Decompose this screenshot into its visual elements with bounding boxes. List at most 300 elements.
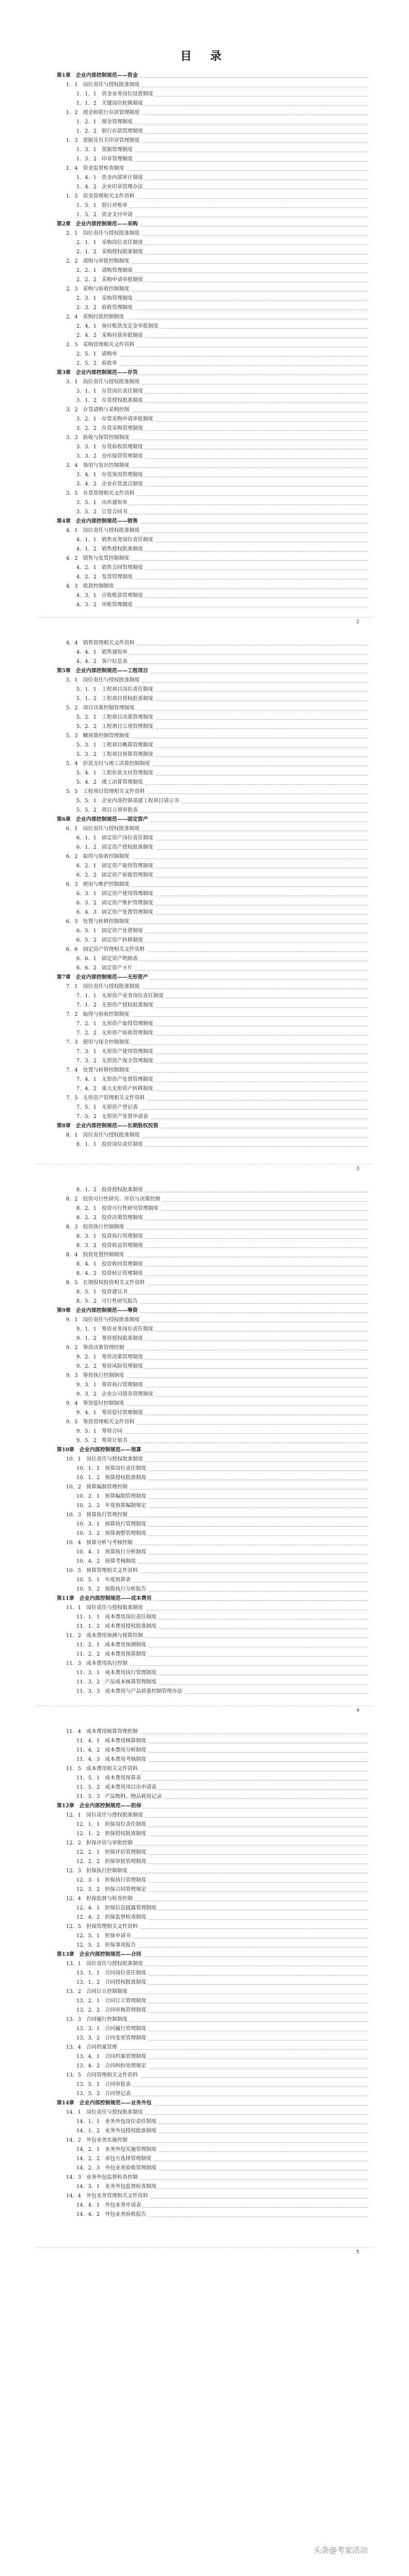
toc-text: 8．2 投资可行性研究、评估与决策控制 — [66, 1196, 162, 1202]
toc-text: 6．6．2 固定资产卡片 — [76, 965, 135, 971]
toc-entry — [76, 1970, 368, 1977]
toc-text: 3．1．2 存货授权批准制度 — [76, 398, 145, 403]
leader-dots — [76, 356, 368, 357]
toc-entry — [66, 1196, 368, 1203]
toc-entry — [66, 705, 368, 712]
toc-chapter — [57, 668, 368, 675]
toc-text: 12．2．2 担保审批管理制度 — [76, 1859, 148, 1865]
toc-entry — [66, 1812, 368, 1819]
toc-entry — [76, 1261, 368, 1268]
toc-entry — [66, 2044, 368, 2051]
toc-text: 1．4 资金监督检查制度 — [66, 166, 126, 171]
toc-text: 10．4 预算分析与考核控制 — [66, 1540, 135, 1546]
toc-text: 3．3．1 存货验收管理制度 — [76, 444, 145, 450]
toc-entry — [66, 137, 368, 144]
toc-text: 2．3．1 采购管理制度 — [76, 296, 135, 301]
toc-entry — [66, 2193, 368, 2200]
toc-text: 14．1 岗位责任与授权批准制度 — [66, 2110, 145, 2115]
toc-text: 13．3 合同履行控制制度 — [66, 2017, 129, 2022]
toc-entry — [76, 1382, 368, 1389]
toc-entry — [66, 1095, 368, 1102]
toc-text: 14．1．2 业务外包授权批准制度 — [76, 2128, 158, 2134]
toc-text: 13．4．1 合同档案管理制度 — [76, 2054, 148, 2060]
toc-entry — [66, 1132, 368, 1139]
toc-text: 3．4．1 存货领用管理制度 — [76, 472, 145, 478]
toc-entry — [76, 2091, 368, 2098]
toc-text: 11．4 成本费用核算管理控制 — [66, 1729, 140, 1735]
watermark: 头条@考家活动 — [313, 2546, 368, 2555]
toc-text: 5．1 岗位责任与授权批准制度 — [66, 677, 142, 683]
toc-entry — [66, 1344, 368, 1352]
toc-text: 11．5 成本费用相关文件资料 — [66, 1766, 140, 1772]
toc-entry — [76, 499, 368, 507]
toc-text: 14．4．2 外包业务验收报告 — [76, 2212, 148, 2217]
toc-text: 11．3．3 成本费用与产品质量控制管理办法 — [76, 1689, 184, 1694]
toc-entry — [66, 490, 368, 497]
toc-entry — [76, 1141, 368, 1148]
toc-text: 第7章 企业内部控制规范——无形资产 — [57, 975, 150, 980]
toc-text: 13．3．2 合同变更管理制度 — [76, 2035, 148, 2041]
toc-text: 10．5．1 年度预算表 — [76, 1577, 133, 1583]
toc-text: 3．5 存货管理相关文件资料 — [66, 491, 137, 496]
toc-entry — [76, 267, 368, 274]
toc-text: 2．5 采购管理相关文件资料 — [66, 342, 137, 348]
toc-text: 13．5．2 合同登记表 — [76, 2091, 133, 2097]
toc-entry — [66, 82, 368, 89]
toc-entry — [76, 425, 368, 432]
toc-entry — [76, 1849, 368, 1856]
toc-text: 5．4．2 竣工决算管理制度 — [76, 780, 145, 785]
toc-entry — [76, 2053, 368, 2061]
toc-entry — [66, 1011, 368, 1018]
toc-entry — [66, 946, 368, 953]
toc-entry — [76, 602, 368, 609]
toc-entry — [76, 156, 368, 163]
toc-text: 8．3．2 投资收益管理制度 — [76, 1243, 145, 1249]
toc-entry — [76, 723, 368, 731]
toc-text: 6．5．1 固定资产处置制度 — [76, 928, 145, 934]
toc-text: 13．2 合同订立控制制度 — [66, 1989, 129, 1995]
toc-entry — [76, 1821, 368, 1828]
toc-entry — [76, 863, 368, 870]
toc-entry — [76, 1679, 368, 1686]
toc-entry — [76, 444, 368, 451]
toc-chapter — [57, 1123, 368, 1130]
toc-text: 4．1．2 销售授权批准制度 — [76, 546, 145, 552]
toc-text: 第4章 企业内部控制规范——销售 — [57, 519, 140, 524]
toc-text: 6．4．3 固定资产处置管理制度 — [76, 910, 155, 915]
toc-entry — [76, 1747, 368, 1754]
toc-entry — [76, 574, 368, 581]
toc-entry — [66, 1400, 368, 1407]
toc-entry — [76, 147, 368, 154]
toc-entry — [76, 2007, 368, 2014]
toc-text: 11．2．1 成本费用预测制度 — [76, 1642, 148, 1648]
toc-entry — [66, 1484, 368, 1491]
page-divider — [36, 617, 373, 618]
toc-entry — [76, 2156, 368, 2163]
toc-text: 7．2．2 无形资产验收管理制度 — [76, 1030, 155, 1036]
toc-text: 10．5．2 预算执行分析报告 — [76, 1586, 148, 1592]
toc-text: 8．1 岗位责任与授权批准制度 — [66, 1132, 142, 1138]
toc-text: 13．4．2 合同纠纷处理规定 — [76, 2063, 148, 2069]
toc-text: 12．1 岗位责任与授权批准制度 — [66, 1812, 145, 1818]
toc-text: 第5章 企业内部控制规范——工程项目 — [57, 668, 150, 674]
toc-entry — [66, 1765, 368, 1773]
toc-entry — [76, 174, 368, 182]
toc-entry — [66, 853, 368, 861]
toc-entry — [76, 649, 368, 656]
toc-text: 3．2 存货请购与采购控制 — [66, 407, 132, 413]
toc-entry — [66, 1372, 368, 1380]
toc-text: 6．3．1 固定资产使用管理制度 — [76, 891, 155, 897]
toc-text: 1．2．1 现金管理制度 — [76, 119, 135, 125]
toc-entry — [66, 983, 368, 991]
toc-entry — [76, 770, 368, 777]
toc-text: 3．2．1 存货采购申请审批制度 — [76, 416, 155, 422]
toc-text: 13．1 岗位责任与授权批准制度 — [66, 1961, 145, 1967]
toc-entry — [76, 1242, 368, 1250]
toc-text: 1．1．2 关键岗位轮换制度 — [76, 101, 145, 106]
toc-entry — [76, 686, 368, 693]
toc-text: 4．1 岗位责任与授权批准制度 — [66, 528, 142, 533]
toc-entry — [66, 1840, 368, 1847]
toc-text: 10．1 岗位责任与授权批准制度 — [66, 1456, 145, 1462]
toc-text: 6．2．1 固定资产取得管理制度 — [76, 863, 155, 869]
toc-text: 7．2 取得与验收控制制度 — [66, 1012, 132, 1017]
toc-entry — [76, 1793, 368, 1801]
toc-text: 11．5．2 成本费用项目出申请表 — [76, 1785, 158, 1790]
toc-entry — [76, 798, 368, 805]
toc-entry — [76, 472, 368, 479]
toc-entry — [66, 1868, 368, 1875]
toc-entry — [76, 1289, 368, 1296]
toc-text: 6．2 取得与验收控制制度 — [66, 854, 132, 860]
toc-text: 2．3．2 验收管理制度 — [76, 305, 135, 311]
toc-text: 2．4．2 采购付款审批制度 — [76, 333, 145, 338]
toc-text: 5．5．2 项目立项审批表 — [76, 807, 140, 813]
toc-text: 12．2．1 担保评估管理制度 — [76, 1850, 148, 1855]
toc-text: 3．1．1 存货岗位责任制度 — [76, 388, 145, 394]
toc-entry — [66, 462, 368, 469]
toc-entry — [76, 351, 368, 358]
toc-text: 12．4 担保监督与检查控制 — [66, 1896, 135, 1902]
toc-text: 14．3 业务外包监督检查控制 — [66, 2175, 140, 2180]
toc-text: 7．4 处置与转移控制制度 — [66, 1067, 132, 1073]
toc-entry — [76, 1586, 368, 1593]
toc-text: 3．4．2 企业存货盘点制度 — [76, 481, 145, 487]
toc-entry — [76, 1651, 368, 1658]
toc-text: 8．5．1 投资建议书 — [76, 1289, 129, 1295]
toc-entry — [76, 2202, 368, 2209]
toc-text: 4．2．2 发货管理制度 — [76, 574, 135, 580]
toc-entry — [76, 1502, 368, 1510]
toc-entry — [76, 1942, 368, 1949]
toc-text: 4．2．1 销售合同管理制度 — [76, 565, 145, 571]
toc-entry — [66, 1728, 368, 1736]
toc-entry — [76, 304, 368, 312]
page-number: 5 — [356, 2249, 359, 2255]
toc-text: 14．4．1 外包业务申请表 — [76, 2202, 143, 2208]
toc-text: 9．1 岗位责任与授权批准制度 — [66, 1317, 142, 1323]
toc-entry — [76, 546, 368, 553]
toc-text: 6．1．2 固定资产授权批准制度 — [76, 845, 155, 850]
toc-chapter — [57, 1447, 368, 1454]
toc-entry — [66, 165, 368, 172]
toc-text: 6．3 使用与维护控制制度 — [66, 882, 132, 887]
toc-text: 9．1．2 筹资授权批准制度 — [76, 1336, 145, 1341]
toc-chapter — [57, 1307, 368, 1315]
toc-entry — [76, 91, 368, 98]
toc-entry — [76, 249, 368, 256]
toc-entry — [76, 1475, 368, 1482]
toc-text: 1．3．1 票据管理制度 — [76, 147, 135, 153]
toc-entry — [66, 379, 368, 386]
toc-text: 5．4．1 工程价款支付管理制度 — [76, 770, 155, 776]
toc-text: 7．1．1 无形资产业务岗位责任制度 — [76, 993, 166, 999]
toc-entry — [76, 332, 368, 339]
toc-chapter — [57, 72, 368, 79]
toc-entry — [76, 2063, 368, 2070]
toc-entry — [66, 1512, 368, 1519]
toc-entry — [76, 2128, 368, 2135]
toc-entry — [76, 1020, 368, 1028]
toc-text: 6．5．2 固定资产转移制度 — [76, 937, 145, 943]
toc-entry — [76, 1914, 368, 1921]
toc-entry — [66, 2137, 368, 2144]
toc-text: 9．3．2 企业公司债券管理制度 — [76, 1391, 155, 1397]
toc-text: 第12章 企业内部控制规范——担保 — [57, 1803, 143, 1809]
toc-text: 4．1．1 销售业务岗位责任制度 — [76, 537, 155, 543]
toc-entry — [66, 555, 368, 562]
toc-text: 8．5．2 可行性研究报告 — [76, 1299, 140, 1304]
toc-text: 12．1．2 担保授权批准制度 — [76, 1831, 148, 1837]
toc-text: 8．3 投资执行控制制度 — [66, 1224, 126, 1230]
toc-entry — [76, 835, 368, 842]
toc-entry — [76, 184, 368, 191]
toc-entry — [76, 993, 368, 1000]
toc-text: 5．5 工程项目管理相关文件资料 — [66, 789, 147, 795]
toc-text: 8．1．1 投资岗位责任制度 — [76, 1142, 145, 1147]
toc-text: 第1章 企业内部控制规范——资金 — [57, 73, 140, 78]
toc-text: 9．2．1 筹资决策管理制度 — [76, 1354, 145, 1360]
toc-text: 11．1．2 成本费用授权批准制度 — [76, 1624, 158, 1629]
page-number: 4 — [356, 1708, 359, 1713]
toc-entry — [76, 1205, 368, 1212]
toc-text: 第14章 企业内部控制规范——业务外包 — [57, 2100, 154, 2106]
toc-text: 7．2．1 无形资产取得管理制度 — [76, 1021, 155, 1027]
toc-entry — [76, 872, 368, 879]
toc-text: 5．2．1 工程项目决策管理制度 — [76, 715, 155, 720]
toc-text: 3．1 岗位责任与授权批准制度 — [66, 379, 142, 385]
toc-entry — [76, 1830, 368, 1838]
toc-entry — [76, 965, 368, 972]
leader-dots — [76, 365, 368, 366]
toc-text: 4．4 销售管理相关文件资料 — [66, 640, 137, 646]
toc-text: 10．1．2 预算授权批准制度 — [76, 1475, 148, 1481]
toc-entry — [76, 1623, 368, 1630]
toc-entry — [76, 1558, 368, 1565]
toc-text: 5．2．2 工程项目立项管理制度 — [76, 724, 155, 730]
toc-text: 9．5 筹资管理相关文件资料 — [66, 1419, 137, 1425]
toc-entry — [76, 1354, 368, 1361]
toc-text: 13．1．2 合同授权批准制度 — [76, 1980, 148, 1985]
toc-text: 1．4．1 资金内部审计制度 — [76, 175, 145, 181]
toc-chapter — [57, 221, 368, 228]
toc-entry — [76, 900, 368, 907]
toc-text: 10．2．2 年度预算编制规定 — [76, 1503, 148, 1509]
toc-entry — [66, 640, 368, 647]
toc-entry — [76, 537, 368, 544]
toc-entry — [76, 1335, 368, 1342]
toc-text: 10．4．2 预算考核制度 — [76, 1559, 138, 1564]
toc-entry — [66, 1540, 368, 1547]
toc-entry — [66, 434, 368, 442]
toc-text: 9．2．2 筹资风险管理制度 — [76, 1364, 145, 1369]
toc-entry — [76, 1058, 368, 1065]
toc-entry — [76, 2118, 368, 2126]
toc-text: 8．4 投资处置控制制度 — [66, 1252, 126, 1258]
toc-entry — [76, 1104, 368, 1111]
toc-text: 1．3 票据及有关印章管理制度 — [66, 138, 142, 143]
toc-text: 1．1．1 资金业务岗位设置制度 — [76, 91, 155, 97]
toc-text: 7．4．2 重大无形资产转移制度 — [76, 1086, 155, 1092]
toc-entry — [66, 1279, 368, 1287]
toc-text: 12．3．1 担保执行管理制度 — [76, 1877, 148, 1883]
toc-text: 8．2．1 投资可行性研究管理制度 — [76, 1206, 160, 1211]
toc-entry — [66, 1224, 368, 1231]
toc-entry — [76, 1549, 368, 1556]
toc-text: 2．5．1 请购单 — [76, 351, 119, 357]
toc-text: 第3章 企业内部控制规范——存货 — [57, 370, 140, 376]
toc-entry — [76, 1614, 368, 1621]
toc-text: 7．3 使用与保全控制制度 — [66, 1040, 132, 1045]
toc-chapter — [57, 816, 368, 823]
toc-entry — [76, 890, 368, 898]
toc-chapter — [57, 1951, 368, 1958]
toc-entry — [76, 592, 368, 600]
toc-text: 6．2．2 固定资产验收管理制度 — [76, 872, 155, 878]
toc-entry — [76, 937, 368, 944]
toc-text: 9．4．1 筹资偿付管理制度 — [76, 1410, 145, 1416]
toc-text: 6．6 固定资产管理相关文件资料 — [66, 947, 147, 952]
toc-text: 2．1．2 采购授权批准制度 — [76, 249, 145, 255]
page-number: 2 — [356, 619, 359, 625]
toc-text: 13．5．1 合同审批表 — [76, 2082, 133, 2087]
toc-text: 14．2 外包业务实施控制 — [66, 2137, 129, 2143]
toc-text: 2．3 采购与验收控制制度 — [66, 286, 132, 292]
toc-text: 14．4 外包业务管理相关文件资料 — [66, 2193, 150, 2199]
toc-entry — [76, 1670, 368, 1677]
page-number: 3 — [356, 1166, 359, 1172]
toc-text: 11．4．2 成本费用分析制度 — [76, 1747, 148, 1753]
toc-text: 9．3 筹资执行控制制度 — [66, 1373, 126, 1379]
toc-text: 8．4．2 投资转让管理制度 — [76, 1271, 145, 1276]
toc-text: 7．5．2 无形资产处置申请表 — [76, 1114, 150, 1120]
toc-text: 4．4．2 客户信息表 — [76, 659, 129, 665]
toc-text: 14．2．1 业务外包实施管理制度 — [76, 2147, 158, 2152]
toc-text: 13．2．2 合同审核管理制度 — [76, 2007, 148, 2013]
toc-entry — [76, 295, 368, 302]
toc-entry — [76, 1048, 368, 1056]
toc-entry — [76, 388, 368, 395]
toc-chapter — [57, 2100, 368, 2107]
toc-entry — [66, 1039, 368, 1046]
toc-text: 第8章 企业内部控制规范——长期股权投资 — [57, 1123, 160, 1129]
toc-entry — [76, 844, 368, 851]
toc-text: 6．3．2 固定资产维护管理制度 — [76, 900, 155, 906]
toc-text: 11．3．1 成本费用执行管理制度 — [76, 1670, 158, 1676]
toc-entry — [76, 1465, 368, 1472]
toc-entry — [66, 1456, 368, 1463]
toc-entry — [76, 453, 368, 460]
toc-text: 11．2．2 成本费用预算制度 — [76, 1651, 148, 1657]
toc-text: 10．3．1 预算执行管理制度 — [76, 1521, 148, 1527]
toc-entry — [66, 1988, 368, 1996]
toc-entry — [66, 881, 368, 888]
toc-entry — [76, 1233, 368, 1240]
toc-text: 7．1 岗位责任与授权批准制度 — [66, 984, 142, 990]
toc-chapter — [57, 1803, 368, 1810]
toc-text: 11．2 成本费用预测与预算控制 — [66, 1633, 145, 1639]
toc-text: 11．5．1 成本费用预算表 — [76, 1775, 143, 1781]
toc-text: 4．3．1 应收账款管理制度 — [76, 593, 145, 598]
toc-entry — [66, 1605, 368, 1612]
toc-text: 11．1 岗位责任与授权批准制度 — [66, 1605, 145, 1611]
toc-text: 4．3．2 坏账管理制度 — [76, 602, 135, 608]
toc-text: 1．5 资金管理相关文件资料 — [66, 193, 137, 199]
toc-entry — [76, 779, 368, 786]
toc-entry — [76, 323, 368, 330]
toc-text: 13．2．1 合同订立管理制度 — [76, 1998, 148, 2004]
toc-chapter — [57, 369, 368, 377]
toc-text: 14．3．1 业务外包监督检查制度 — [76, 2184, 158, 2190]
toc-text: 12．1．1 担保岗位责任制度 — [76, 1822, 148, 1827]
toc-text: 5．3．2 工程项目预算管理制度 — [76, 752, 155, 757]
toc-entry — [66, 1632, 368, 1640]
toc-text: 7．5 无形资产管理相关文件资料 — [66, 1095, 147, 1101]
toc-text: 2．2 请购与审批控制制度 — [66, 258, 132, 264]
toc-text: 8．2．2 投资决策管理制度 — [76, 1215, 145, 1221]
toc-text: 6．5 处置与转移控制制度 — [66, 919, 132, 925]
toc-text: 12．5 担保管理相关文件资料 — [66, 1924, 140, 1930]
toc-text: 5．5．1 企业内部控制基建工程项目请示书 — [76, 798, 181, 804]
toc-text: 1．1 岗位责任与授权批准制度 — [66, 82, 142, 88]
toc-entry — [76, 277, 368, 284]
toc-entry — [66, 407, 368, 414]
toc-entry — [66, 527, 368, 534]
toc-entry — [76, 2081, 368, 2088]
toc-text: 11．3．2 产品成本核算管理制度 — [76, 1679, 158, 1685]
toc-text: 10．3．2 预算调整管理制度 — [76, 1531, 148, 1536]
toc-text: 12．3．2 担保合同管理规定 — [76, 1887, 148, 1892]
toc-entry — [76, 1738, 368, 1745]
toc-text: 2．5．2 验收单 — [76, 361, 119, 366]
toc-text: 7．3．1 无形资产使用管理制度 — [76, 1049, 155, 1055]
toc-entry — [76, 1933, 368, 1940]
toc-entry — [76, 1979, 368, 1986]
toc-text: 2．4 采购付款控制制度 — [66, 314, 126, 320]
toc-entry — [66, 788, 368, 796]
toc-entry — [76, 1363, 368, 1370]
toc-entry — [76, 1577, 368, 1584]
toc-entry — [66, 314, 368, 321]
toc-text: 第13章 企业内部控制规范——合同 — [57, 1952, 143, 1957]
toc-entry — [76, 2026, 368, 2033]
toc-text: 8．4．1 投资收回管理制度 — [76, 1261, 145, 1267]
toc-text: 3．3 验收与保管控制制度 — [66, 435, 132, 441]
toc-entry — [66, 1895, 368, 1903]
